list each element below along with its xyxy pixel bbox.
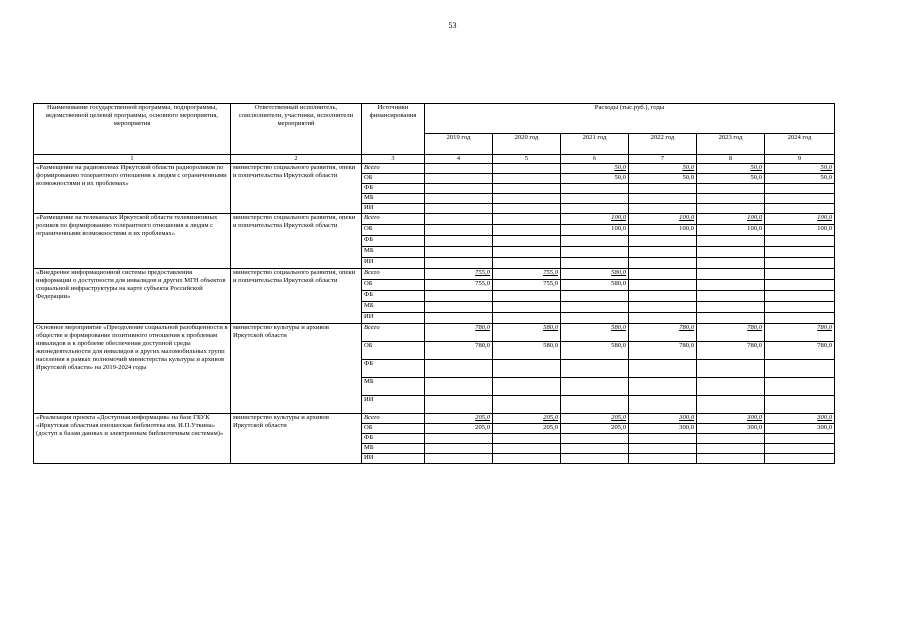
program-row [34,164,835,174]
amount-value [765,236,835,247]
total-value: 580,0 [561,324,629,342]
total-value: 780,0 [629,324,697,342]
amount-value [493,225,561,236]
amount-value [561,236,629,247]
amount-value [561,454,629,464]
amount-value [425,444,493,454]
program-executor: министерство социального развития, опеки и попечительства Иркутской области [231,164,362,214]
amount-value [561,360,629,378]
amount-value [425,236,493,247]
funding-source-label: МБ [362,194,425,204]
amount-value [425,184,493,194]
amount-value: 100,0 [765,225,835,236]
funding-source-label: ФБ [362,434,425,444]
amount-value: 50,0 [561,174,629,184]
amount-value: 100,0 [629,225,697,236]
amount-value [629,258,697,269]
total-value: 780,0 [697,324,765,342]
amount-value [561,291,629,302]
program-row [34,414,835,424]
amount-value [629,280,697,291]
total-value [765,269,835,280]
amount-value [765,194,835,204]
amount-value [561,302,629,313]
funding-source-label: ФБ [362,184,425,194]
amount-value [493,313,561,324]
funding-source-label: МБ [362,378,425,396]
amount-value [765,204,835,214]
program-executor: министерство культуры и архивов Иркутской области [231,324,362,414]
amount-value [493,444,561,454]
amount-value [629,247,697,258]
amount-value [493,378,561,396]
funding-source-label: МБ [362,247,425,258]
amount-value [629,194,697,204]
expenses-table [33,103,835,464]
amount-value [561,378,629,396]
amount-value [425,313,493,324]
total-value: 205,0 [425,414,493,424]
total-value: 300,0 [629,414,697,424]
amount-value [697,236,765,247]
column-number-row [34,155,835,164]
amount-value [765,444,835,454]
amount-value [493,302,561,313]
amount-value [425,378,493,396]
amount-value [629,302,697,313]
amount-value [425,434,493,444]
funding-source-label: МБ [362,444,425,454]
funding-source-label: ФБ [362,291,425,302]
amount-value [561,313,629,324]
funding-source-label: Всего [362,214,425,225]
amount-value [697,378,765,396]
amount-value [561,247,629,258]
amount-value: 50,0 [765,174,835,184]
amount-value [697,434,765,444]
amount-value [425,225,493,236]
amount-value: 100,0 [697,225,765,236]
amount-value [561,434,629,444]
total-value [425,214,493,225]
amount-value [561,258,629,269]
page-number: 53 [448,21,457,30]
amount-value: 780,0 [765,342,835,360]
amount-value: 780,0 [697,342,765,360]
program-row [34,214,835,225]
column-number: 6 [561,155,629,164]
amount-value [697,396,765,414]
amount-value: 300,0 [697,424,765,434]
amount-value [765,454,835,464]
amount-value [629,454,697,464]
program-row [34,324,835,342]
column-number: 3 [362,155,425,164]
total-value: 50,0 [561,164,629,174]
header-row [34,104,835,134]
amount-value [493,291,561,302]
program-name: «Реализация проекта «Доступная информация» на базе ГБУК «Иркутская областная юношеская библиотека им. И.П.Уткина» (доступ к базам данных и электронным библиотечным системам)» [34,414,231,464]
amount-value: 755,0 [493,280,561,291]
amount-value: 50,0 [629,174,697,184]
amount-value [629,360,697,378]
amount-value [493,258,561,269]
amount-value [425,204,493,214]
amount-value [493,396,561,414]
total-value: 100,0 [629,214,697,225]
amount-value [425,174,493,184]
total-value: 755,0 [425,269,493,280]
total-value: 580,0 [493,324,561,342]
total-value: 755,0 [493,269,561,280]
total-value: 100,0 [561,214,629,225]
funding-source-label: ОБ [362,174,425,184]
column-number: 7 [629,155,697,164]
amount-value [493,236,561,247]
amount-value [765,396,835,414]
amount-value [765,434,835,444]
amount-value [425,291,493,302]
amount-value [765,291,835,302]
amount-value: 205,0 [493,424,561,434]
amount-value: 205,0 [425,424,493,434]
funding-source-label: ОБ [362,280,425,291]
amount-value [697,360,765,378]
amount-value [493,434,561,444]
amount-value [493,194,561,204]
header-source-cell: Источники финансирования [362,104,425,155]
funding-source-label: Всего [362,164,425,174]
year-header: 2020 год [493,134,561,155]
amount-value [697,258,765,269]
amount-value [697,247,765,258]
amount-value [697,194,765,204]
program-name: Основное мероприятие «Преодоление социальной разобщенности в обществе и формирование позитивного отношения к проблемам инвалидов и к проблеме обеспечения доступной среды жизнедеятельности для инвалидов и других маломобильных групп населения в рамках полномочий министерства культуры и архивов Иркутской области» на 2019-2024 годы [34,324,231,414]
total-value: 780,0 [425,324,493,342]
total-value [629,269,697,280]
header-name-cell: Наименование государственной программы, подпрограммы, ведомственной целевой программы, основного мероприятия, мероприятия [34,104,231,155]
program-name: «Размещение на телеканалах Иркутской области телевизионных роликов по формированию толерантного отношения к людям с ограниченными возможностями и их проблемах» [34,214,231,269]
amount-value [425,360,493,378]
amount-value [561,444,629,454]
total-value: 50,0 [629,164,697,174]
column-number: 5 [493,155,561,164]
funding-source-label: ОБ [362,225,425,236]
amount-value [697,454,765,464]
year-header: 2021 год [561,134,629,155]
funding-source-label: ИИ [362,204,425,214]
amount-value [561,194,629,204]
amount-value [629,313,697,324]
amount-value [697,313,765,324]
amount-value [425,247,493,258]
amount-value [425,258,493,269]
amount-value: 580,0 [561,342,629,360]
funding-source-label: МБ [362,302,425,313]
amount-value [425,194,493,204]
amount-value [561,204,629,214]
program-executor: министерство социального развития, опеки и попечительства Иркутской области [231,269,362,324]
funding-source-label: ИИ [362,258,425,269]
amount-value [493,174,561,184]
total-value: 205,0 [561,414,629,424]
amount-value [629,396,697,414]
amount-value [697,204,765,214]
year-header: 2023 год [697,134,765,155]
funding-source-label: Всего [362,269,425,280]
amount-value: 205,0 [561,424,629,434]
header-expenses-cell: Расходы (тыс.руб.), годы [425,104,835,134]
amount-value [765,247,835,258]
amount-value: 780,0 [629,342,697,360]
amount-value [765,378,835,396]
funding-source-label: ФБ [362,360,425,378]
amount-value [629,184,697,194]
funding-source-label: Всего [362,414,425,424]
program-row [34,269,835,280]
total-value [493,214,561,225]
amount-value: 580,0 [561,280,629,291]
column-number: 8 [697,155,765,164]
total-value [425,164,493,174]
amount-value [765,258,835,269]
funding-source-label: ОБ [362,342,425,360]
amount-value [629,378,697,396]
amount-value [629,291,697,302]
amount-value [629,444,697,454]
amount-value: 755,0 [425,280,493,291]
column-number: 1 [34,155,231,164]
amount-value [765,280,835,291]
amount-value [561,184,629,194]
total-value: 580,0 [561,269,629,280]
funding-source-label: ИИ [362,313,425,324]
total-value: 780,0 [765,324,835,342]
total-value [493,164,561,174]
amount-value: 300,0 [629,424,697,434]
total-value: 300,0 [765,414,835,424]
program-name: «Размещение на радиоволнах Иркутской области радиороликов по формированию толерантного отношения к людям с ограниченными возможностями и их проблемах» [34,164,231,214]
funding-source-label: ИИ [362,454,425,464]
amount-value [765,360,835,378]
amount-value [697,302,765,313]
funding-source-label: Всего [362,324,425,342]
amount-value [697,184,765,194]
amount-value [765,313,835,324]
amount-value [493,247,561,258]
total-value: 300,0 [697,414,765,424]
year-header: 2024 год [765,134,835,155]
funding-source-label: ФБ [362,236,425,247]
amount-value [697,291,765,302]
amount-value [765,184,835,194]
total-value: 205,0 [493,414,561,424]
amount-value [561,396,629,414]
amount-value [493,204,561,214]
amount-value: 100,0 [561,225,629,236]
column-number: 9 [765,155,835,164]
amount-value [629,204,697,214]
total-value: 50,0 [765,164,835,174]
amount-value [493,360,561,378]
amount-value: 580,0 [493,342,561,360]
year-header: 2019 год [425,134,493,155]
column-number: 4 [425,155,493,164]
amount-value: 300,0 [765,424,835,434]
amount-value: 780,0 [425,342,493,360]
amount-value [493,454,561,464]
column-number: 2 [231,155,362,164]
year-header: 2022 год [629,134,697,155]
total-value: 50,0 [697,164,765,174]
total-value: 100,0 [697,214,765,225]
amount-value: 50,0 [697,174,765,184]
amount-value [697,444,765,454]
amount-value [765,302,835,313]
amount-value [425,302,493,313]
amount-value [493,184,561,194]
funding-source-label: ОБ [362,424,425,434]
program-name: «Внедрение информационной системы предоставления информации о доступности для инвалидов и других МГН объектов социальной инфраструктуры на карте субъекта Российской Федерации» [34,269,231,324]
program-executor: министерство культуры и архивов Иркутской области [231,414,362,464]
amount-value [425,454,493,464]
amount-value [629,236,697,247]
amount-value [697,280,765,291]
funding-source-label: ИИ [362,396,425,414]
program-executor: министерство социального развития, опеки и попечительства Иркутской области [231,214,362,269]
total-value: 100,0 [765,214,835,225]
total-value [697,269,765,280]
amount-value [629,434,697,444]
header-executor-cell: Ответственный исполнитель, соисполнители, участники, исполнители мероприятий [231,104,362,155]
amount-value [425,396,493,414]
